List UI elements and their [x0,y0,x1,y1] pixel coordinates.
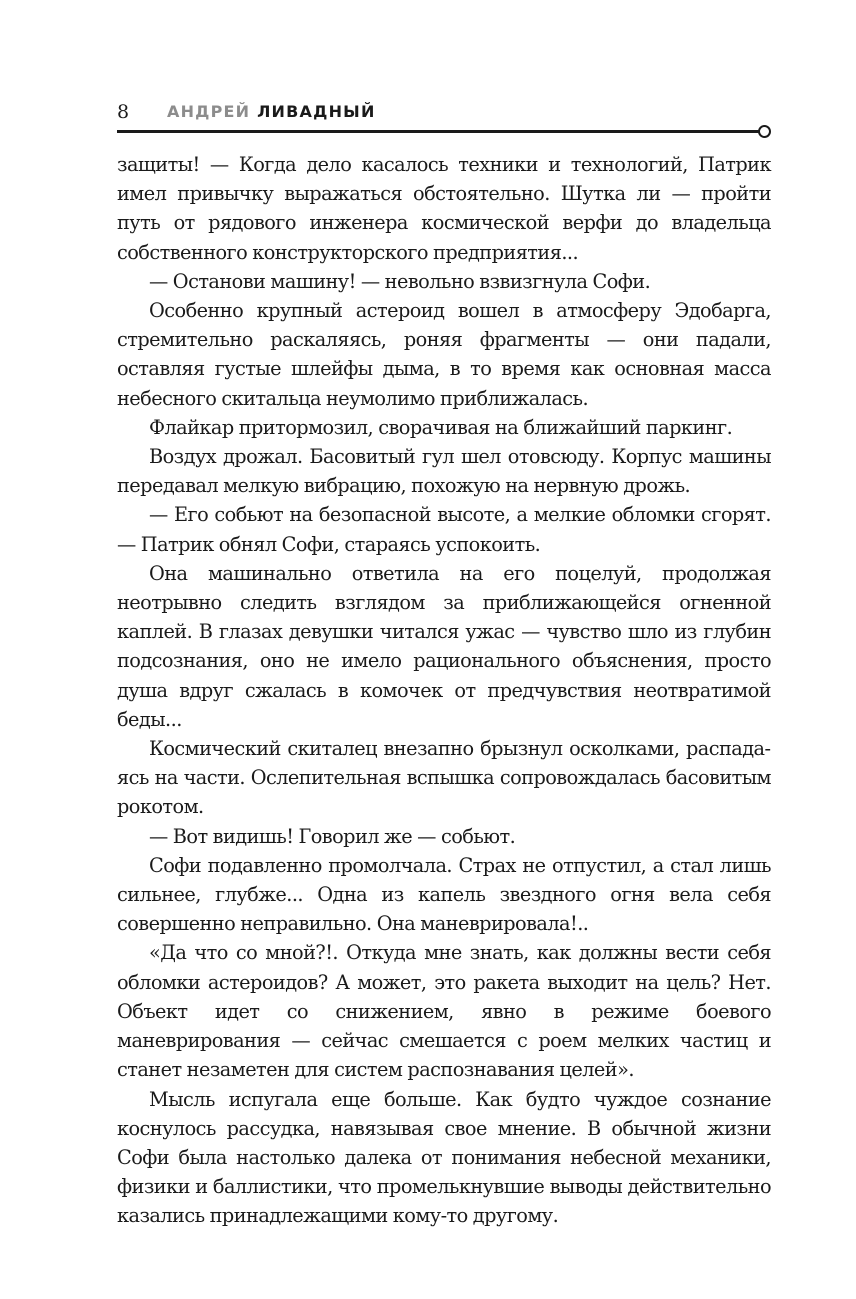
author-name [167,101,376,123]
author-last-name: ЛИВАДНЫЙ [257,102,376,121]
header-rule [117,130,761,133]
paragraph: Особенно крупный астероид вошел в атмосферу Эдобарга, стремительно раскаляясь, роняя фрагменты — они падали, оставляя густые шлейфы дыма, в то время как основная масса небесного скитальца неумолимо приближалась. [117,299,771,410]
running-header [117,100,771,130]
author-first-name: АНДРЕЙ [167,102,251,121]
paragraph: Она машинально ответила на его поцелуй, продолжая неотрывно следить взглядом за приближающейся огненной каплей. В глазах девушки читался ужас — чувство шло из глубин подсознания, оно не имело рационального объяснения, просто душа вдруг сжалась в комочек от предчувствия неотвратимой беды... [117,561,771,731]
paragraph: Космический скиталец внезапно брызнул осколками, распадаясь на части. Ослепительная вспышка сопровождалась басовитым рокотом. [117,737,771,819]
paragraph: Флайкар притормозил, сворачивая на ближайший паркинг. [149,415,733,439]
paragraph: Софи подавленно промолчала. Страх не отпустил, а стал лишь сильнее, глубже... Одна из капель звездного огня вела себя совершенно неправильно. Она маневрировала!.. [117,853,771,936]
paragraph: — Вот видишь! Говорил же — собьют. [149,824,516,848]
body-text [117,150,771,1231]
paragraph: Воздух дрожал. Басовитый гул шел отовсюду. Корпус машины передавал мелкую вибрацию, похожую на нервную дрожь. [117,445,771,498]
page-number: 8 [117,101,130,123]
paragraph: Мысль испугала еще больше. Как будто чуждое сознание коснулось рассудка, навязывая свое мнение. В обычной жизни Софи была настолько далека от понимания небесной механики, физики и баллистики, что промелькнувшие выводы действительно казались принадлежащими кому-то другому. [117,1087,771,1228]
paragraph: «Да что со мной?!. Откуда мне знать, как должны вести себя обломки астероидов? А может, это ракета выходит на цель? Нет. Объект идет со снижением, явно в режиме боевого маневрирования — сейчас смешается с роем мелких частиц и станет незаметен для систем распознавания целей». [117,941,771,1082]
paragraph: защиты! — Когда дело касалось техники и технологий, Патрик имел привычку выражаться обстоятельно. Шутка ли — пройти путь от рядового инженера космической верфи до владельца собственного конструкторского предприятия... [117,153,771,264]
paragraph: — Его собьют на безопасной высоте, а мелкие обломки сгорят. — Патрик обнял Софи, стараясь успокоить. [117,503,771,556]
header-rule-circle-ornament [758,125,771,138]
paragraph: — Останови машину! — невольно взвизгнула Софи. [149,269,651,293]
